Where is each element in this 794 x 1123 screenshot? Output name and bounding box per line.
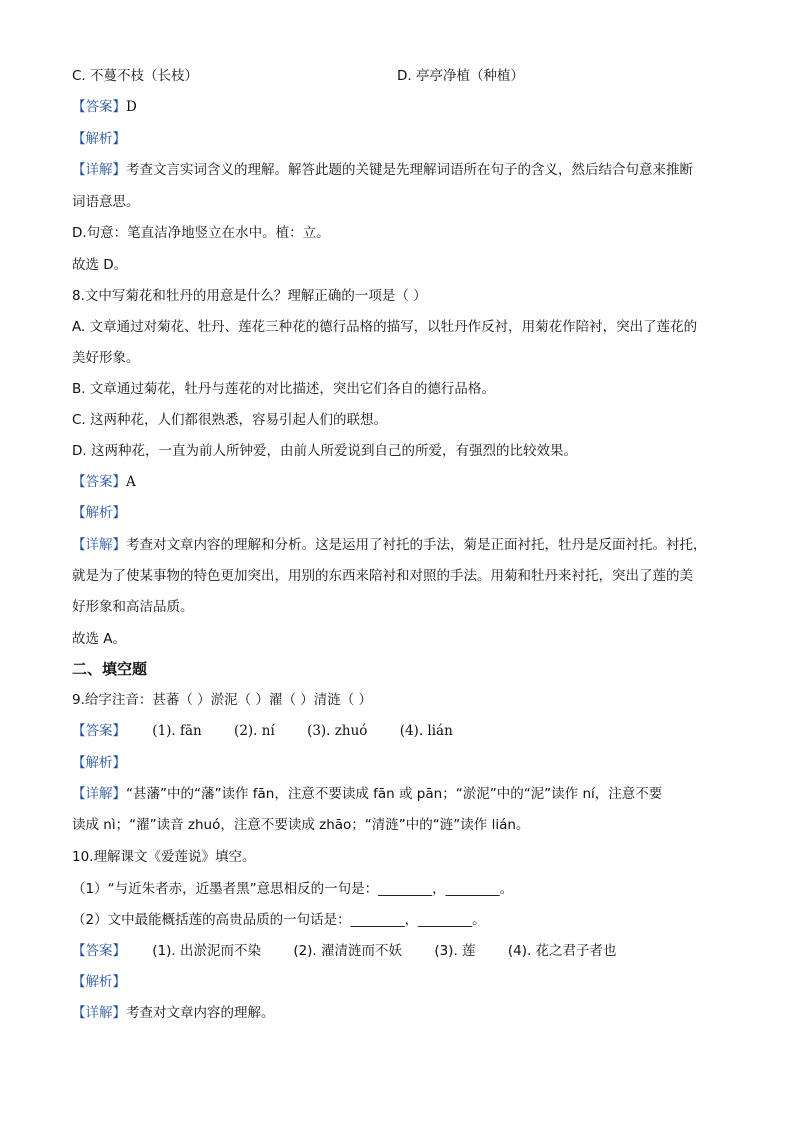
q8-detail-line2: 就是为了使某事物的特色更加突出，用别的东西来陪衬和对照的手法。用菊和牡丹来衬托，突出了莲的美 [72,568,693,584]
q8-answer [72,472,732,492]
q10-answer [72,941,732,961]
answer-item: (3). zhuó [307,723,368,739]
q8-option-b: B. 文章通过菊花，牡丹与莲花的对比描述，突出它们各自的德行品格。 [72,381,495,397]
answer-item: (4). lián [399,723,453,739]
q8-detail-line1 [72,535,732,555]
section-title: 二、填空题 [72,660,148,678]
answer-tag: 【答案】 [72,474,126,490]
q8-detail-line3: 好形象和高洁品质。 [72,599,194,615]
answer-item: (1). fān [152,723,202,739]
q7-detail-line2: 词语意思。 [72,194,140,210]
q9-question: 9.给字注音：甚蕃（ ）淤泥（ ）濯（ ）清涟（ ） [72,692,373,708]
q7-answer [72,97,732,117]
q8-option-d: D. 这两种花，一直为前人所钟爱，由前人所爱说到自己的所爱，有强烈的比较效果。 [72,443,577,459]
answer-item: (1). 出淤泥而不染 [152,943,262,959]
q7-options-row [72,66,732,86]
detail-tag: 【详解】 [72,162,126,178]
q10-sub2: （2）文中最能概括莲的高贵品质的一句话是：________，________。 [72,912,486,928]
analysis-tag: 【解析】 [72,131,126,147]
q7-option-d: D. 亭亭净植（种植） [397,68,524,84]
q10-detail-line1 [72,1003,732,1023]
q9-detail-line2: 读成 nì；“濯”读音 zhuó，注意不要读成 zhāo；“清涟”中的“涟”读作 lián。 [72,817,530,833]
q7-detail-line1 [72,160,732,180]
answer-item: (2). ní [234,723,275,739]
detail-tag: 【详解】 [72,786,126,802]
q9-detail-line1 [72,784,732,804]
analysis-tag: 【解析】 [72,755,126,771]
q7-conclusion: 故选 D。 [72,257,128,273]
q8-option-a-line2: 美好形象。 [72,350,140,366]
detail-text: 考查对文章内容的理解。 [126,1005,275,1021]
detail-text: 考查文言实词含义的理解。解答此题的关键是先理解词语所在句子的含义，然后结合句意来推断 [126,162,693,178]
detail-text: 考查对文章内容的理解和分析。这是运用了衬托的手法，菊是正面衬托，牡丹是反面衬托。衬托， [126,537,707,553]
q8-option-a-line1: A. 文章通过对菊花、牡丹、莲花三种花的德行品格的描写，以牡丹作反衬，用菊花作陪衬，突出了莲花的 [72,319,698,335]
q9-answer-list [152,723,481,739]
q7-detail-line3: D.句意：笔直洁净地竖立在水中。植：立。 [72,225,330,241]
answer-tag: 【答案】 [72,99,126,115]
detail-tag: 【详解】 [72,1005,126,1021]
answer-tag: 【答案】 [72,943,126,959]
q10-question: 10.理解课文《爱莲说》填空。 [72,849,256,865]
answer-item: (3). 莲 [434,943,476,959]
q8-option-c: C. 这两种花，人们都很熟悉，容易引起人们的联想。 [72,412,388,428]
analysis-tag: 【解析】 [72,505,126,521]
answer-value: A [126,474,136,490]
q9-answer [72,721,732,741]
answer-item: (4). 花之君子者也 [507,943,617,959]
answer-item: (2). 濯清涟而不妖 [293,943,403,959]
q8-conclusion: 故选 A。 [72,631,127,647]
q10-answer-list [152,943,644,959]
q10-sub1: （1）“与近朱者赤，近墨者黑”意思相反的一句是：________，________。 [72,881,514,897]
answer-tag: 【答案】 [72,723,126,739]
q8-question: 8.文中写菊花和牡丹的用意是什么？理解正确的一项是（ ） [72,288,427,304]
q7-option-c: C. 不蔓不枝（长枝） [72,68,199,84]
detail-text: “甚藩”中的“藩”读作 fān，注意不要读成 fān 或 pān；“淤泥”中的“泥”读作 ní，注意不要 [126,786,663,802]
detail-tag: 【详解】 [72,537,126,553]
answer-value: D [126,99,137,115]
analysis-tag: 【解析】 [72,974,126,990]
